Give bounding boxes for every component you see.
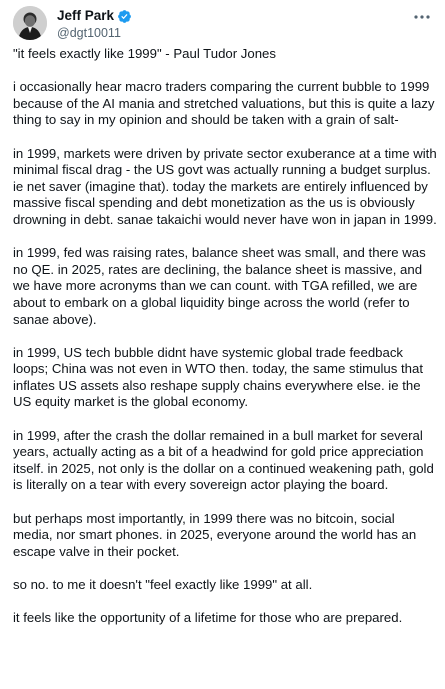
tweet-header [13,6,433,40]
verified-badge-icon [117,9,132,24]
tweet-paragraph: in 1999, markets were driven by private sector exuberance at a time with minimal fiscal drag - the US govt was actually running a budget surplus. ie net saver (imagine that). today the markets are entirely influenced by massive fiscal spending and debt monetization as the us is obviously drowning in debt. sanae takaichi would never have won in japan in 1999. [13,145,437,227]
tweet-paragraph: in 1999, US tech bubble didnt have systemic global trade feedback loops; China was not even in WTO then. today, the same stimulus that inflates US assets also reshape supply chains everywhere else. ie the US equity market is the global economy. [13,344,423,410]
tweet-paragraph: so no. to me it doesn't "feel exactly like 1999" at all. [13,577,313,592]
display-name[interactable]: Jeff Park [57,8,115,23]
tweet-paragraph: in 1999, after the crash the dollar remained in a bull market for several years, actually acting as a bit of a headwind for gold price appreciation itself. in 2025, not only is the dollar on a continued weakening path, gold is literally on a tear with every sovereign actor playing the board. [13,427,434,493]
tweet-paragraph: in 1999, fed was raising rates, balance sheet was small, and there was no QE. in 2025, rates are declining, the balance sheet is massive, and we have more acronyms than we can count. with TGA refilled, we are about to embark on a global liquidity binge across the world (refer to sanae above). [13,245,426,327]
author-block [57,8,132,41]
avatar-photo [13,6,47,40]
name-row [57,8,132,24]
tweet-paragraph: "it feels exactly like 1999" - Paul Tudor Jones [13,46,276,61]
avatar[interactable] [13,6,47,40]
tweet-paragraph: but perhaps most importantly, in 1999 there was no bitcoin, social media, nor smart phones. in 2025, everyone around the world has an escape valve in their pocket. [13,510,417,559]
tweet-text [13,46,437,643]
tweet-paragraph: i occasionally hear macro traders comparing the current bubble to 1999 because of the AI mania and stretched valuations, but this is quite a lazy thing to say in my opinion and should be taken with a grain of salt- [13,79,435,128]
tweet-paragraph: it feels like the opportunity of a lifetime for those who are prepared. [13,610,403,626]
more-options-icon[interactable] [411,10,433,24]
user-handle[interactable]: @dgt10011 [57,26,121,40]
